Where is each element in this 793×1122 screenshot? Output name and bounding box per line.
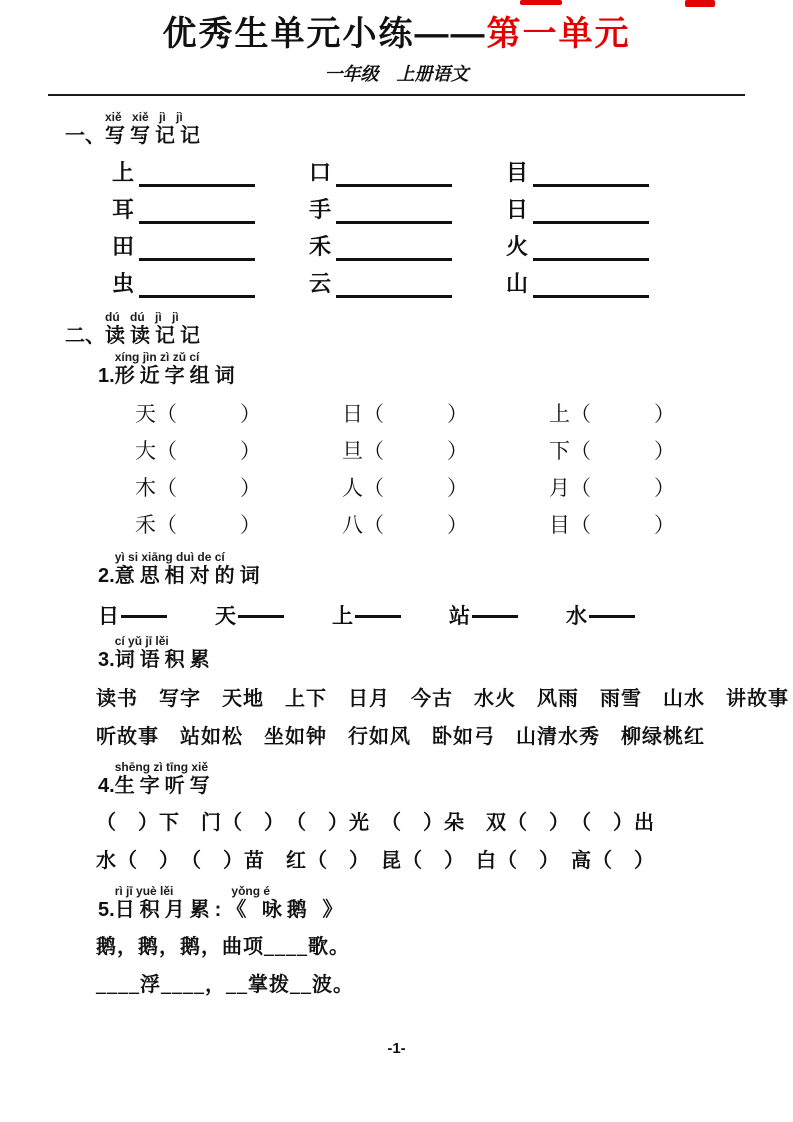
character: 日 [506, 197, 529, 222]
fill-cell [549, 509, 756, 539]
fill-cell [342, 509, 549, 539]
write-cell [506, 193, 703, 224]
answer-parens: （ ） [570, 476, 675, 500]
red-print-artifact [685, 0, 715, 7]
subsection-title: 形近字组词 [114, 365, 240, 387]
character: 手 [309, 197, 332, 222]
page-number: -1- [387, 1040, 406, 1057]
character: 耳 [112, 197, 135, 222]
pinyin-riyiyuelei: rì jī yuè lěi [114, 884, 174, 898]
pinyin-annotation: xíng jìn zì zǔ cí [114, 350, 200, 364]
write-cell [309, 156, 506, 187]
pinyin-annotation [115, 884, 348, 898]
answer-parens: （ ） [156, 513, 261, 537]
character: 日 [98, 604, 119, 628]
answer-line [533, 271, 649, 298]
red-print-artifact [520, 0, 562, 5]
character: 上 [549, 402, 570, 426]
answer-line [533, 197, 649, 224]
word-list-line: 读书 写字 天地 上下 日月 今古 水火 风雨 雨雪 山水 讲故事 [96, 688, 789, 710]
answer-dash [355, 615, 401, 618]
answer-parens: （ ） [156, 402, 261, 426]
write-grid [112, 156, 793, 304]
write-cell [506, 267, 703, 298]
answer-line [336, 197, 452, 224]
write-cell [112, 193, 309, 224]
answer-dash [472, 615, 518, 618]
subsection-heading [98, 634, 793, 672]
opposite-cell [215, 600, 332, 630]
subsection-heading [98, 350, 793, 388]
answer-line [336, 234, 452, 261]
section-title: 写写记记 [105, 125, 205, 147]
answer-parens: （ ） [363, 439, 468, 463]
answer-parens: （ ） [156, 476, 261, 500]
character: 口 [309, 160, 332, 185]
character: 田 [112, 234, 135, 259]
fill-cell [549, 472, 756, 502]
write-row [112, 267, 793, 304]
character: 月 [549, 476, 570, 500]
subsection-heading [98, 550, 793, 588]
fill-cell [549, 398, 756, 428]
section-heading [65, 310, 793, 348]
answer-dash [238, 615, 284, 618]
subsection-number: 2. [98, 565, 115, 587]
subsection-title: 意思相对的词 [114, 565, 265, 587]
character: 旦 [342, 439, 363, 463]
character: 云 [309, 271, 332, 296]
answer-parens: （ ） [570, 513, 675, 537]
character: 上 [112, 160, 135, 185]
character: 天 [135, 402, 156, 426]
fill-cell [342, 435, 549, 465]
header-divider [48, 94, 745, 96]
subsection-title: 生字听写 [114, 775, 215, 797]
character: 水 [566, 604, 587, 628]
subsection-number: 1. [98, 365, 115, 387]
character: 禾 [309, 234, 332, 259]
write-row [112, 156, 793, 193]
opposite-words-row [98, 600, 793, 628]
character: 日 [342, 402, 363, 426]
pinyin-annotation: xiě xiě jì jì [105, 110, 183, 124]
section-read-and-remember [0, 310, 793, 998]
opposite-cell [332, 600, 449, 630]
answer-parens: （ ） [363, 402, 468, 426]
section-title: 读读记记 [105, 325, 205, 347]
grid-row [135, 472, 793, 509]
answer-parens: （ ） [570, 439, 675, 463]
write-cell [112, 156, 309, 187]
poem-line: ____浮____，__掌拨__波。 [96, 974, 354, 996]
fill-cell [135, 398, 342, 428]
dictation-line: （ ）下 门（ ） （ ）光 （ ）朵 双（ ） （ ）出 [96, 812, 655, 834]
answer-line [139, 160, 255, 187]
subsection-title: 日积月累:《 咏鹅 》 [114, 899, 348, 921]
opposite-cell [566, 600, 683, 630]
character: 火 [506, 234, 529, 259]
section-heading [65, 110, 793, 148]
similar-characters-grid [135, 398, 793, 546]
dictation-line: 水（ ） （ ）苗 红（ ） 昆（ ） 白（ ） 高（ ） [96, 850, 655, 872]
write-cell [112, 230, 309, 261]
grid-row [135, 435, 793, 472]
grid-row [135, 398, 793, 435]
fill-cell [135, 435, 342, 465]
subsection-heading [98, 884, 793, 922]
fill-cell [549, 435, 756, 465]
write-cell [309, 193, 506, 224]
character: 人 [342, 476, 363, 500]
answer-line [336, 271, 452, 298]
pinyin-annotation: cí yǔ jī lěi [114, 634, 169, 648]
answer-dash [121, 615, 167, 618]
fill-cell [342, 398, 549, 428]
character: 目 [549, 513, 570, 537]
page-header [0, 0, 793, 86]
section-number: 二、 [65, 325, 105, 347]
opposite-cell [98, 600, 215, 630]
subsection-number: 3. [98, 649, 115, 671]
fill-cell [342, 472, 549, 502]
character: 站 [449, 604, 470, 628]
pinyin-annotation: dú dú jì jì [105, 310, 179, 324]
subsection-number: 5. [98, 899, 115, 921]
poem-line: 鹅，鹅，鹅，曲项____歌。 [96, 936, 350, 958]
grid-row [135, 509, 793, 546]
character: 大 [135, 439, 156, 463]
character: 山 [506, 271, 529, 296]
page-subtitle: 一年级 上册语文 [324, 64, 469, 84]
title-unit: 第一单元 [486, 15, 631, 53]
answer-parens: （ ） [363, 513, 468, 537]
fill-cell [135, 472, 342, 502]
pinyin-annotation: yì si xiāng duì de cí [114, 550, 225, 564]
write-cell [309, 267, 506, 298]
character: 虫 [112, 271, 135, 296]
character: 八 [342, 513, 363, 537]
character: 天 [215, 604, 236, 628]
answer-line [336, 160, 452, 187]
character: 禾 [135, 513, 156, 537]
write-cell [309, 230, 506, 261]
character: 木 [135, 476, 156, 500]
write-cell [506, 230, 703, 261]
write-cell [112, 267, 309, 298]
title-main: 优秀生单元小练—— [162, 15, 487, 53]
page-title [0, 14, 793, 54]
section-write-and-remember [0, 110, 793, 304]
section-number: 一、 [65, 125, 105, 147]
opposite-cell [449, 600, 566, 630]
subsection-number: 4. [98, 775, 115, 797]
word-list-line: 听故事 站如松 坐如钟 行如风 卧如弓 山清水秀 柳绿桃红 [96, 726, 705, 748]
answer-line [139, 197, 255, 224]
subsection-title: 词语积累 [114, 649, 215, 671]
answer-line [533, 234, 649, 261]
character: 目 [506, 160, 529, 185]
write-cell [506, 156, 703, 187]
fill-cell [135, 509, 342, 539]
write-row [112, 230, 793, 267]
answer-parens: （ ） [363, 476, 468, 500]
answer-dash [589, 615, 635, 618]
character: 上 [332, 604, 353, 628]
answer-line [139, 234, 255, 261]
character: 下 [549, 439, 570, 463]
pinyin-annotation: shēng zì tīng xiě [114, 760, 209, 774]
answer-parens: （ ） [570, 402, 675, 426]
subsection-heading [98, 760, 793, 798]
answer-parens: （ ） [156, 439, 261, 463]
write-row [112, 193, 793, 230]
answer-line [533, 160, 649, 187]
answer-line [139, 271, 255, 298]
pinyin-yonge: yǒng é [231, 884, 271, 898]
